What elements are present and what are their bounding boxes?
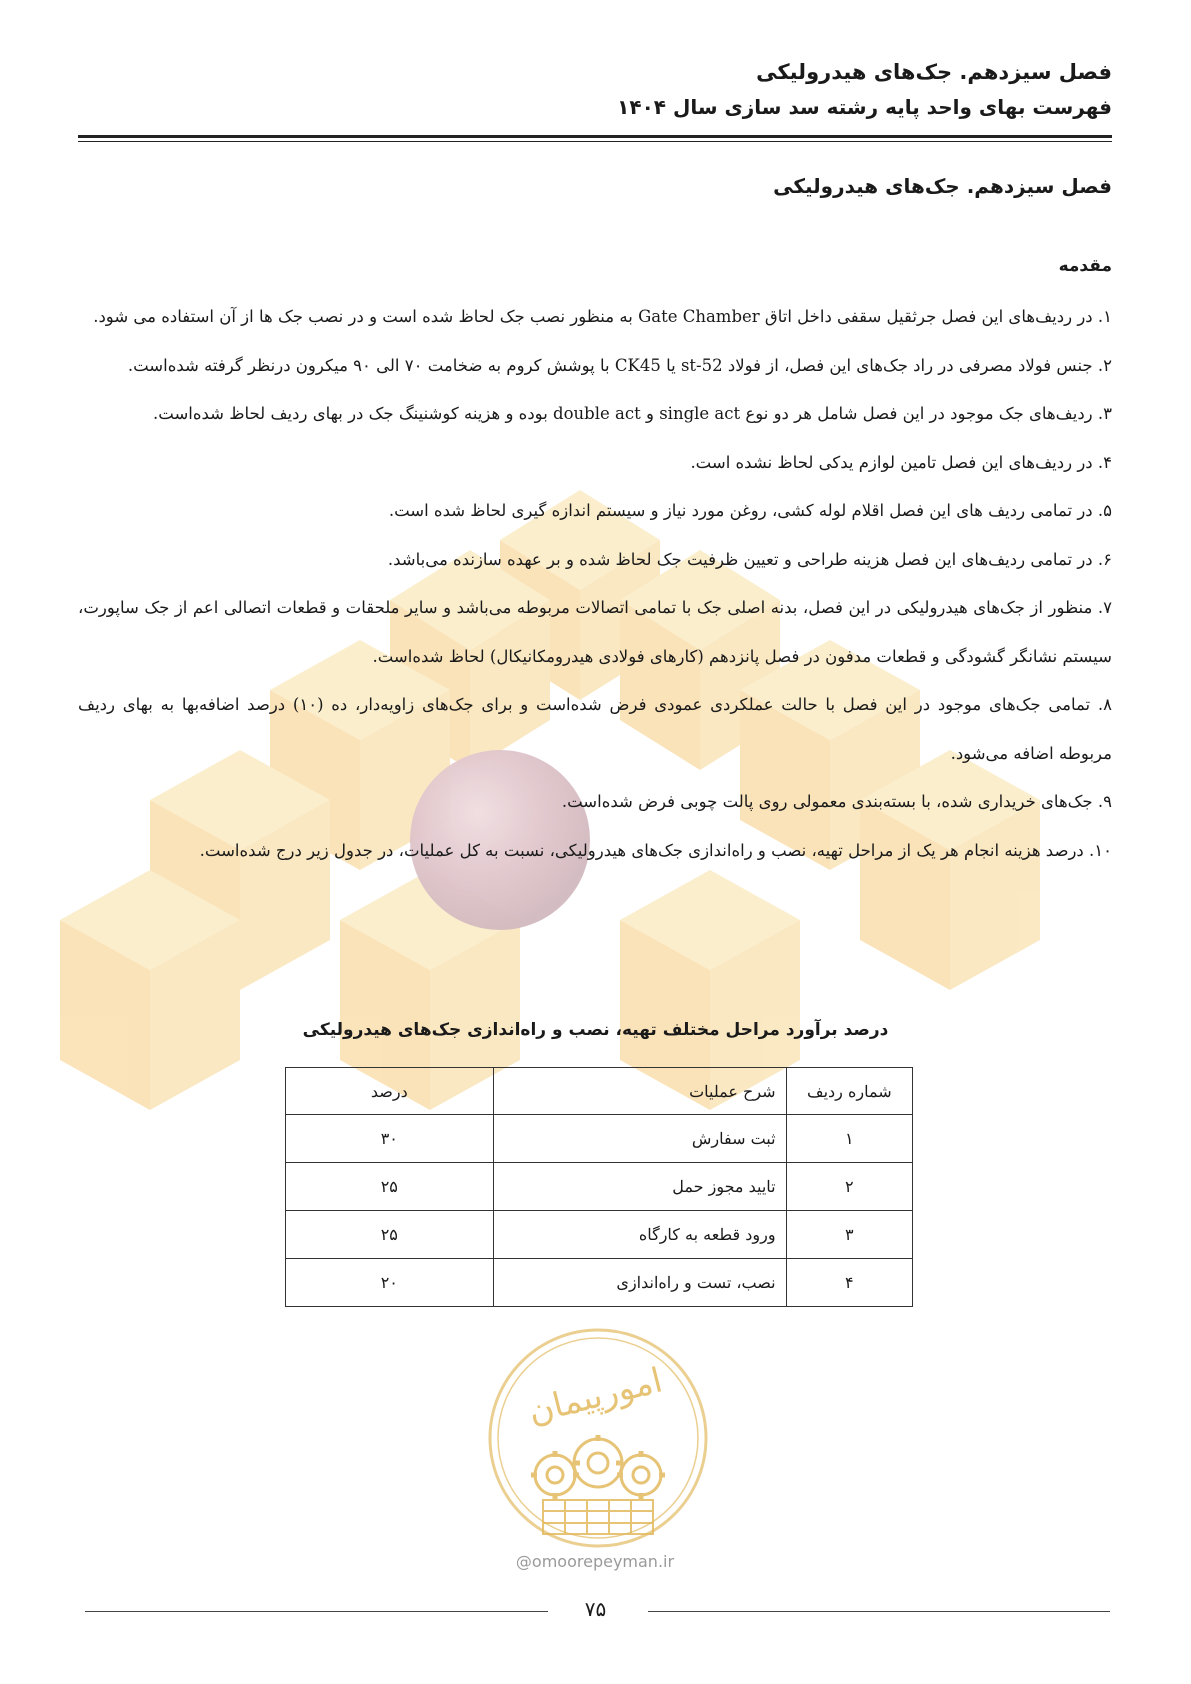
column-header-row-number: شماره ردیف: [786, 1068, 912, 1115]
column-header-operation: شرح عملیات: [493, 1068, 786, 1115]
chapter-title: فصل سیزدهم. جک‌های هیدرولیکی: [773, 174, 1112, 198]
table-row: [286, 1163, 913, 1211]
percent-cell: ۲۰: [286, 1259, 494, 1307]
header-document-title: فهرست بهای واحد پایه رشته سد سازی سال ۱۴۰۴: [617, 95, 1112, 119]
operation-cell: نصب، تست و راه‌اندازی: [493, 1259, 786, 1307]
paragraph-3: ۳. ردیف‌های جک موجود در این فصل شامل هر دو نوع single act و double act بوده و هزینه کوشنینگ جک در بهای ردیف لحاظ شده‌است.: [153, 404, 1112, 423]
paragraph-5: ۵. در تمامی ردیف های این فصل اقلام لوله کشی، روغن مورد نیاز و سیستم اندازه گیری لحاظ شده است.: [388, 501, 1112, 520]
row-number-cell: ۱: [786, 1115, 912, 1163]
intro-heading: مقدمه: [1058, 256, 1112, 276]
paragraph-6: ۶. در تمامی ردیف‌های این فصل هزینه طراحی و تعیین ظرفیت جک لحاظ شده و بر عهده سازنده می‌باشد.: [387, 549, 1112, 569]
header-rule-thin: [78, 141, 1112, 142]
row-number-cell: ۳: [786, 1211, 912, 1259]
stages-percentage-table: [285, 1067, 913, 1307]
operation-cell: تایید مجوز حمل: [493, 1163, 786, 1211]
running-header: [82, 56, 1112, 123]
percent-cell: ۲۵: [286, 1163, 494, 1211]
paragraph-8: ۸. تمامی جک‌های موجود در این فصل با حالت عملکردی عمودی فرض شده‌است و برای جک‌های زاویه‌دار، ده (۱۰) درصد اضافه‌بها به بهای ردیف مربوطه اضافه می‌شود.: [78, 695, 1112, 763]
operation-cell: ورود قطعه به کارگاه: [493, 1211, 786, 1259]
paragraph-2: ۲. جنس فولاد مصرفی در راد جک‌های این فصل، از فولاد st-52 یا CK45 با پوشش کروم به ضخامت ۷۰ الی ۹۰ میکرون درنظر گرفته شده‌است.: [127, 355, 1112, 375]
header-rule-thick: [78, 135, 1112, 138]
paragraph-7: ۷. منظور از جک‌های هیدرولیکی در این فصل، بدنه اصلی جک با تمامی اتصالات مربوطه می‌باشد و سایر ملحقات و قطعات اتصالی اعم از جک ساپورت، سیستم نشانگر گشودگی و قطعات مدفون در فصل پانزدهم (کارهای فولادی هیدرومکانیکال) لحاظ شده‌است.: [78, 598, 1112, 666]
table-header-row: [286, 1068, 913, 1115]
table-row: [286, 1259, 913, 1307]
percent-cell: ۲۵: [286, 1211, 494, 1259]
paragraph-9: ۹. جک‌های خریداری شده، با بسته‌بندی معمولی روی پالت چوبی فرض شده‌است.: [561, 792, 1112, 811]
table-row: [286, 1115, 913, 1163]
column-header-percent: درصد: [286, 1068, 494, 1115]
paragraph-4: ۴. در ردیف‌های این فصل تامین لوازم یدکی لحاظ نشده است.: [690, 452, 1112, 472]
logo-script-text: امورپیمان: [524, 1360, 667, 1433]
percent-cell: ۳۰: [286, 1115, 494, 1163]
table-caption: درصد برآورد مراحل مختلف تهیه، نصب و راه‌اندازی جک‌های هیدرولیکی: [302, 1020, 889, 1040]
paragraph-10: ۱۰. درصد هزینه انجام هر یک از مراحل تهیه، نصب و راه‌اندازی جک‌های هیدرولیکی، نسبت به کل عملیات، در جدول زیر درج شده‌است.: [199, 840, 1112, 860]
row-number-cell: ۴: [786, 1259, 912, 1307]
table-row: [286, 1211, 913, 1259]
header-chapter-title: فصل سیزدهم. جک‌های هیدرولیکی: [756, 60, 1112, 84]
row-number-cell: ۲: [786, 1163, 912, 1211]
website-watermark: @omoorepeyman.ir: [515, 1552, 675, 1571]
intro-paragraphs: [78, 293, 1112, 875]
paragraph-1: ۱. در ردیف‌های این فصل جرثقیل سقفی داخل اتاق Gate Chamber به منظور نصب جک لحاظ شده است و در نصب جک ها از آن استفاده می شود.: [93, 307, 1112, 326]
page-number: ۷۵: [584, 1597, 607, 1621]
operation-cell: ثبت سفارش: [493, 1115, 786, 1163]
omoor-peyman-logo: [485, 1325, 711, 1551]
